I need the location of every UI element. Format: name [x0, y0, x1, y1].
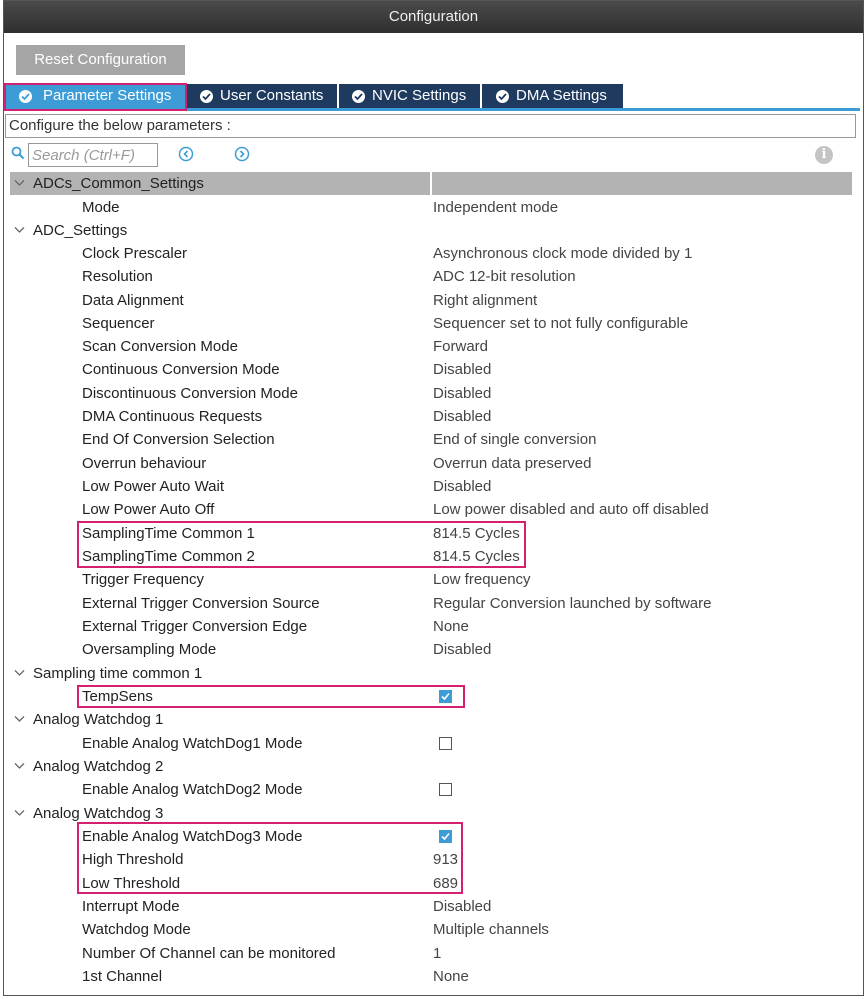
param-value: Disabled: [433, 361, 492, 378]
param-value: Independent mode: [433, 199, 559, 216]
param-value: Forward: [433, 338, 489, 355]
param-value: Right alignment: [433, 292, 538, 309]
param-label: Low Threshold: [82, 875, 181, 892]
param-value: Multiple channels: [433, 921, 549, 938]
param-row[interactable]: [10, 638, 852, 661]
checkmark-icon: [496, 90, 509, 103]
param-value: None: [433, 968, 469, 985]
chevron-down-icon[interactable]: [14, 715, 25, 723]
param-value: None: [433, 618, 469, 635]
param-label: Clock Prescaler: [82, 245, 188, 262]
window-title: Configuration: [4, 1, 863, 33]
param-row[interactable]: [10, 428, 852, 451]
param-value: 913: [433, 851, 459, 868]
param-row[interactable]: [10, 732, 852, 755]
highlight-box: [77, 521, 526, 568]
group-label: Sampling time common 1: [33, 665, 203, 682]
param-label: Discontinuous Conversion Mode: [82, 385, 298, 402]
param-label: Trigger Frequency: [82, 571, 204, 588]
param-label: Data Alignment: [82, 292, 184, 309]
param-label: Resolution: [82, 268, 153, 285]
param-value: Asynchronous clock mode divided by 1: [433, 245, 693, 262]
chevron-right-circle-icon[interactable]: [234, 146, 250, 162]
param-value: Low power disabled and auto off disabled: [433, 501, 709, 518]
group-label: Analog Watchdog 1: [33, 711, 164, 728]
param-row[interactable]: [10, 382, 852, 405]
param-row[interactable]: [10, 405, 852, 428]
tab-label: NVIC Settings: [372, 87, 467, 104]
param-value: Low frequency: [433, 571, 531, 588]
tab-label: DMA Settings: [516, 87, 607, 104]
param-value: Disabled: [433, 641, 492, 658]
tab-dma-settings[interactable]: [482, 84, 623, 108]
chevron-down-icon[interactable]: [14, 762, 25, 770]
param-row[interactable]: [10, 965, 852, 988]
param-row[interactable]: [10, 242, 852, 265]
param-label: Sequencer: [82, 315, 155, 332]
tab-label: User Constants: [220, 87, 324, 104]
param-label: End Of Conversion Selection: [82, 431, 275, 448]
param-label: High Threshold: [82, 851, 184, 868]
chevron-left-circle-icon[interactable]: [178, 146, 194, 162]
search-icon[interactable]: [11, 146, 25, 160]
watchdog2-checkbox[interactable]: [439, 783, 452, 796]
watchdog1-checkbox[interactable]: [439, 737, 452, 750]
group-adc-settings[interactable]: [10, 219, 852, 242]
param-row[interactable]: [10, 452, 852, 475]
param-row[interactable]: [10, 312, 852, 335]
param-label: Enable Analog WatchDog3 Mode: [82, 828, 303, 845]
param-label: Number Of Channel can be monitored: [82, 945, 336, 962]
param-label: 1st Channel: [82, 968, 163, 985]
param-row[interactable]: [10, 196, 852, 219]
configure-description: Configure the below parameters :: [5, 114, 856, 138]
param-label: Oversampling Mode: [82, 641, 217, 658]
param-label: SamplingTime Common 1: [82, 525, 255, 542]
param-label: Enable Analog WatchDog1 Mode: [82, 735, 303, 752]
param-label: Low Power Auto Wait: [82, 478, 225, 495]
tab-label: Parameter Settings: [43, 87, 172, 104]
param-label: Scan Conversion Mode: [82, 338, 238, 355]
param-label: Interrupt Mode: [82, 898, 180, 915]
param-value: Disabled: [433, 478, 492, 495]
chevron-down-icon[interactable]: [14, 669, 25, 677]
param-label: Enable Analog WatchDog2 Mode: [82, 781, 303, 798]
group-analog-watchdog-2[interactable]: [10, 755, 852, 778]
chevron-down-icon[interactable]: [14, 226, 25, 234]
param-row[interactable]: [10, 918, 852, 941]
param-label: External Trigger Conversion Source: [82, 595, 320, 612]
search-input[interactable]: [28, 143, 158, 167]
param-value: Regular Conversion launched by software: [433, 595, 712, 612]
highlight-box: [4, 83, 187, 111]
checkmark-icon: [352, 90, 365, 103]
param-value: ADC 12-bit resolution: [433, 268, 576, 285]
param-row[interactable]: [10, 358, 852, 381]
param-row[interactable]: [10, 289, 852, 312]
param-value: Disabled: [433, 385, 492, 402]
group-sampling-time-common-1[interactable]: [10, 662, 852, 685]
group-label: ADCs_Common_Settings: [33, 175, 204, 192]
group-header-bg: [432, 172, 852, 195]
param-row[interactable]: [10, 568, 852, 591]
param-label: TempSens: [82, 688, 153, 705]
param-label: Mode: [82, 199, 120, 216]
param-value: 814.5 Cycles: [433, 548, 520, 565]
param-label: Overrun behaviour: [82, 455, 207, 472]
group-label: Analog Watchdog 2: [33, 758, 164, 775]
group-analog-watchdog-1[interactable]: [10, 708, 852, 731]
param-row[interactable]: [10, 475, 852, 498]
info-icon[interactable]: i: [815, 146, 833, 164]
param-label: Watchdog Mode: [82, 921, 191, 938]
param-row[interactable]: [10, 942, 852, 965]
reset-configuration-button[interactable]: Reset Configuration: [16, 45, 185, 75]
param-row[interactable]: [10, 335, 852, 358]
param-row[interactable]: [10, 895, 852, 918]
param-value: Overrun data preserved: [433, 455, 592, 472]
chevron-down-icon[interactable]: [14, 809, 25, 817]
param-value: Sequencer set to not fully configurable: [433, 315, 689, 332]
param-label: SamplingTime Common 2: [82, 548, 255, 565]
tab-nvic-settings[interactable]: [339, 84, 480, 108]
param-label: Low Power Auto Off: [82, 501, 215, 518]
highlight-box: [77, 822, 463, 894]
param-row[interactable]: [10, 615, 852, 638]
param-value: End of single conversion: [433, 431, 597, 448]
group-label: ADC_Settings: [33, 222, 128, 239]
param-row[interactable]: [10, 778, 852, 801]
param-value: Disabled: [433, 408, 492, 425]
checkmark-icon: [200, 90, 213, 103]
param-value: 1: [433, 945, 442, 962]
param-value: 689: [433, 875, 459, 892]
group-adcs-common-settings[interactable]: [10, 172, 852, 195]
param-label: DMA Continuous Requests: [82, 408, 263, 425]
group-label: Analog Watchdog 3: [33, 805, 164, 822]
param-row[interactable]: [10, 265, 852, 288]
param-label: Continuous Conversion Mode: [82, 361, 280, 378]
param-row[interactable]: [10, 592, 852, 615]
param-row[interactable]: [10, 498, 852, 521]
param-label: External Trigger Conversion Edge: [82, 618, 308, 635]
param-value: Disabled: [433, 898, 492, 915]
param-value: 814.5 Cycles: [433, 525, 520, 542]
tab-user-constants[interactable]: [187, 84, 337, 108]
chevron-down-icon[interactable]: [14, 179, 25, 187]
highlight-box: [77, 685, 465, 708]
